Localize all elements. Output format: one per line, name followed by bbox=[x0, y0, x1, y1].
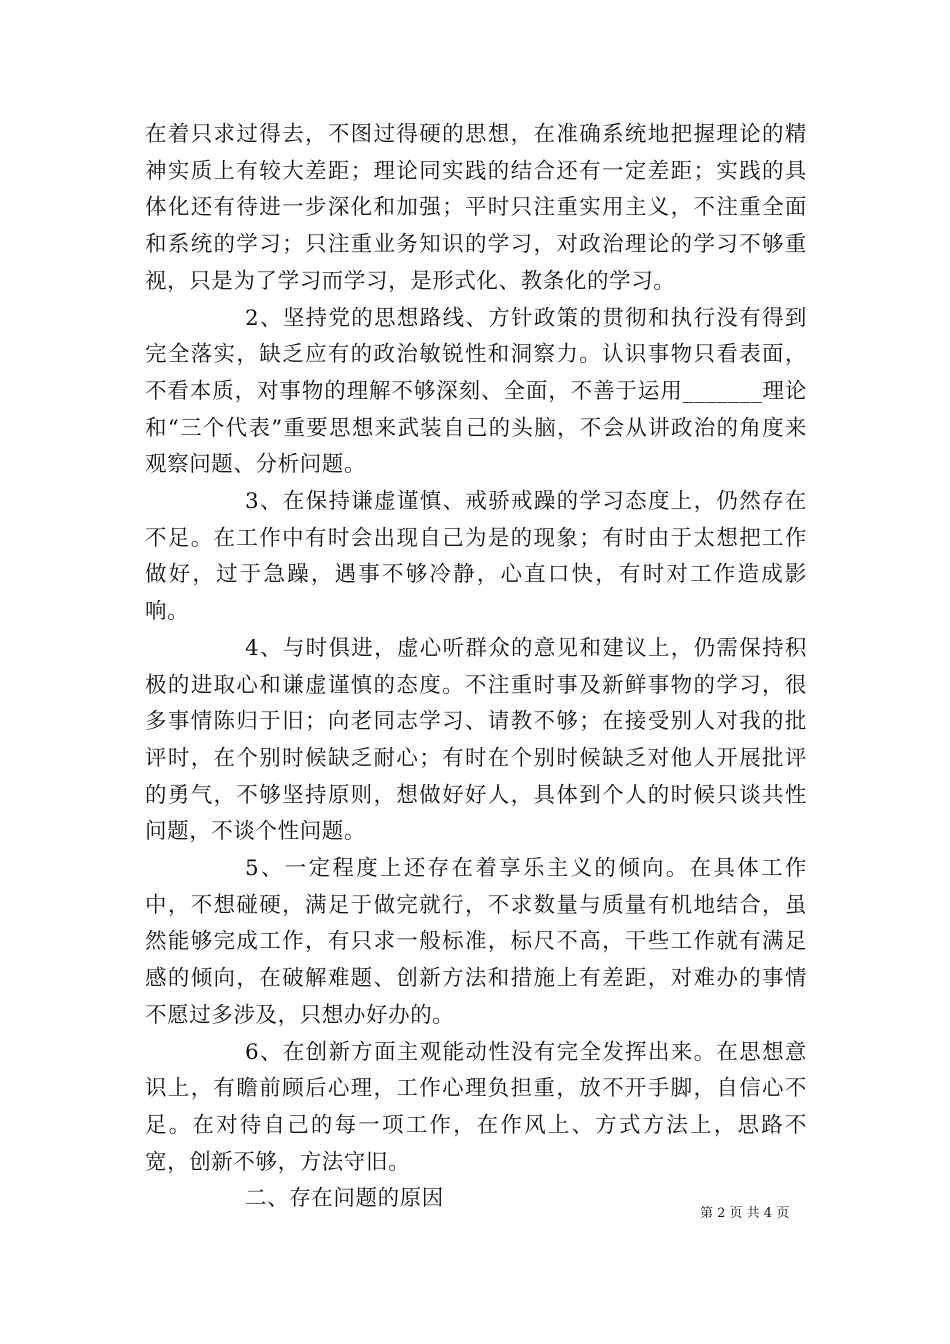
paragraph-5: 5、一定程度上还存在着享乐主义的倾向。在具体工作中，不想碰硬，满足于做完就行，不求数量与质量有机地结合，虽然能够完成工作，有只求一般标准，标尺不高，干些工作就有满足感的倾向，在破解难题、创新方法和措施上有差距，对难办的事情不愿过多涉及，只想办好办的。 bbox=[145, 856, 807, 1028]
page-number-footer: 第 2 页 共 4 页 bbox=[700, 1206, 790, 1221]
document-body bbox=[145, 117, 807, 1218]
paragraph-2: 2、坚持党的思想路线、方针政策的贯彻和执行没有得到完全落实，缺乏应有的政治敏锐性和洞察力。认识事物只看表面，不看本质，对事物的理解不够深刻、全面，不善于运用_______理论和“三个代表”重要思想来武装自己的头脑，不会从讲政治的角度来观察问题、分析问题。 bbox=[145, 305, 807, 478]
section-heading: 二、存在问题的原因 bbox=[245, 1186, 444, 1212]
paragraph-1: 在着只求过得去，不图过得硬的思想，在准确系统地把握理论的精神实质上有较大差距；理论同实践的结合还有一定差距；实践的具体化还有待进一步深化和加强；平时只注重实用主义，不注重全面和系统的学习；只注重业务知识的学习，对政治理论的学习不够重视，只是为了学习而学习，是形式化、教条化的学习。 bbox=[145, 122, 807, 294]
paragraph-3: 3、在保持谦虚谨慎、戒骄戒躁的学习态度上，仍然存在不足。在工作中有时会出现自己为是的现象；有时由于太想把工作做好，过于急躁，遇事不够冷静，心直口快，有时对工作造成影响。 bbox=[145, 489, 807, 625]
paragraph-4: 4、与时俱进，虚心听群众的意见和建议上，仍需保持积极的进取心和谦虚谨慎的态度。不注重时事及新鲜事物的学习，很多事情陈归于旧；向老同志学习、请教不够；在接受别人对我的批评时，在个别时候缺乏耐心；有时在个别时候缺乏对他人开展批评的勇气，不够坚持原则，想做好好人，具体到个人的时候只谈共性问题，不谈个性问题。 bbox=[145, 635, 807, 845]
paragraph-6: 6、在创新方面主观能动性没有完全发挥出来。在思想意识上，有瞻前顾后心理，工作心理负担重，放不开手脚，自信心不足。在对待自己的每一项工作，在作风上、方式方法上，思路不宽，创新不够，方法守旧。 bbox=[145, 1039, 807, 1175]
